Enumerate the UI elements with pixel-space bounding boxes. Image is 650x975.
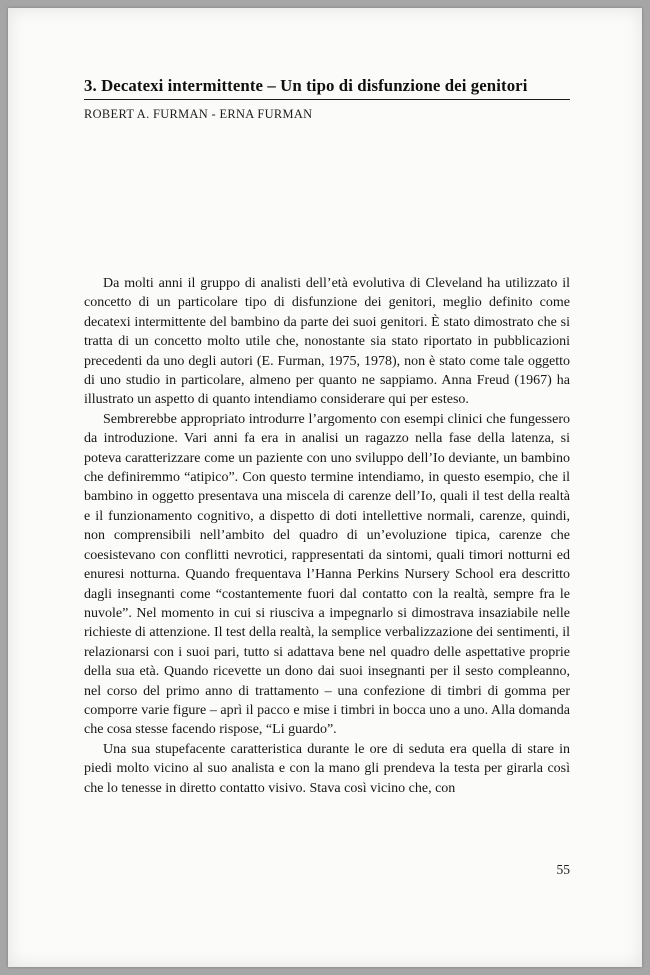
- page-number: 55: [556, 862, 570, 877]
- article-header: [84, 76, 570, 122]
- body-text: [84, 274, 570, 798]
- paragraph: Una sua stupefacente caratteristica durante le ore di seduta era quella di stare in piedi molto vicino al suo analista e con la mano gli prendeva la testa per girarla così che lo tenesse in diretto contatto visivo. Stava così vicino che, con: [84, 741, 570, 796]
- scanned-page: [8, 8, 642, 967]
- authors-line: ROBERT A. FURMAN - ERNA FURMAN: [84, 107, 313, 121]
- article-title: 3. Decatexi intermittente – Un tipo di disfunzione dei genitori: [84, 76, 570, 100]
- paragraph: Sembrerebbe appropriato introdurre l’argomento con esempi clinici che fungessero da introduzione. Vari anni fa era in analisi un ragazzo nella fase della latenza, si poteva caratterizzare come un paziente con uno sviluppo dell’Io deviante, un bambino che definiremmo “atipico”. Con questo termine intendiamo, in questo esempio, che il bambino in oggetto presentava una miscela di carenze dell’Io, quali il test della realtà e il funzionamento cognitivo, a dispetto di doti intellettive normali, carenze, quindi, non comprensibili nell’ambito del quadro di un’evoluzione tipica, carenze che coesistevano con conflitti nevrotici, rappresentati da sintomi, quali timori notturni ed enuresi notturna. Quando frequentava l’Hanna Perkins Nursery School era descritto dagli insegnanti come “costantemente fuori dal contatto con la realtà, sempre fra le nuvole”. Nel momento in cui si riusciva a impegnarlo si dimostrava insaziabile nelle richieste di attenzione. Il test della realtà, la semplice verbalizzazione dei sentimenti, il relazionarsi con i suoi pari, tutto si adattava bene nel quadro delle aspettative proprie della sua età. Quando ricevette un dono dai suoi insegnanti per il sesto compleanno, nel corso del primo anno di trattamento – una confezione di timbri di gomma per comporre varie figure – aprì il pacco e mise i timbri in bocca uno a uno. Alla domanda che cosa stesse facendo rispose, “Li guardo”.: [84, 411, 570, 738]
- paragraph: Da molti anni il gruppo di analisti dell’età evolutiva di Cleveland ha utilizzato il concetto di un particolare tipo di disfunzione dei genitori, meglio definito come decatexi intermittente del bambino da parte dei suoi genitori. È stato dimostrato che si tratta di un concetto molto utile che, nonostante sia stato riportato in pubblicazioni precedenti da uno degli autori (E. Furman, 1975, 1978), non è stato come tale oggetto di uno studio in particolare, almeno per quanto ne sappiamo. Anna Freud (1967) ha illustrato un aspetto di quanto intendiamo considerare qui per esteso.: [84, 276, 570, 408]
